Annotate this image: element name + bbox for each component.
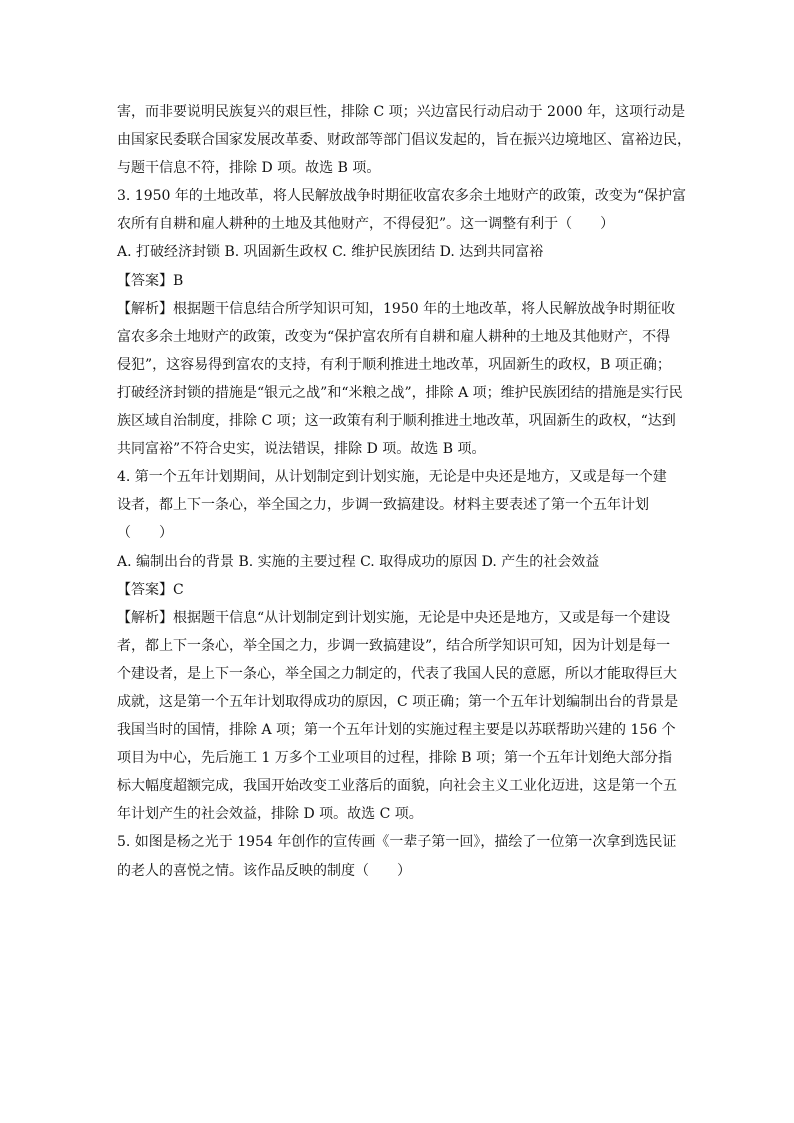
analysis-text: 项目为中心，先后施工 1 万多个工业项目的过程，排除 B 项；第一个五年计划绝大部分指 <box>117 750 672 767</box>
question-3-options: A. 打破经济封锁 B. 巩固新生政权 C. 维护民族团结 D. 达到共同富裕 <box>117 244 544 261</box>
analysis-text: 共同富裕”不符合史实，说法错误，排除 D 项。故选 B 项。 <box>117 441 486 458</box>
analysis-text: 【解析】根据题干信息结合所学知识可知，1950 年的土地改革，将人民解放战争时期征收 <box>117 300 676 317</box>
analysis-text: 年计划产生的社会效益，排除 D 项。故选 C 项。 <box>117 806 423 823</box>
analysis-text: 者，都上下一条心，举全国之力，步调一致搞建设”，结合所学知识可知，因为计划是每一 <box>117 637 671 654</box>
question-4-options: A. 编制出台的背景 B. 实施的主要过程 C. 取得成功的原因 D. 产生的社会效益 <box>117 553 600 570</box>
analysis-text: 富农多余土地财产的政策，改变为“保护富农所有自耕和雇人耕种的土地及其他财产，不得 <box>117 328 671 345</box>
question-3-stem: 农所有自耕和雇人耕种的土地及其他财产，不得侵犯”。这一调整有利于（ ） <box>117 216 615 233</box>
analysis-text: 标大幅度超额完成，我国开始改变工业落后的面貌，向社会主义工业化迈进，这是第一个五 <box>117 778 677 795</box>
answer-label: 【答案】B <box>117 272 184 289</box>
question-5-stem: 的老人的喜悦之情。该作品反映的制度（ ） <box>117 862 411 879</box>
text-line: 与题干信息不符，排除 D 项。故选 B 项。 <box>117 160 381 177</box>
analysis-text: 成就，这是第一个五年计划取得成功的原因，C 项正确；第一个五年计划编制出台的背景是 <box>117 693 679 710</box>
analysis-text: 侵犯”，这容易得到富农的支持，有利于顺利推进土地改革，巩固新生的政权，B 项正确； <box>117 356 671 373</box>
analysis-text: 打破经济封锁的措施是“银元之战”和“米粮之战”，排除 A 项；维护民族团结的措施是实行民 <box>117 384 683 401</box>
analysis-text: 族区域自治制度，排除 C 项；这一政策有利于顺利推进土地改革，巩固新生的政权，“达到 <box>117 413 676 430</box>
text-line: 由国家民委联合国家发展改革委、财政部等部门倡议发起的，旨在振兴边境地区、富裕边民， <box>117 132 691 149</box>
question-3-stem: 3. 1950 年的土地改革，将人民解放战争时期征收富农多余土地财产的政策，改变为“保护富 <box>117 188 687 205</box>
text-line: 害，而非要说明民族复兴的艰巨性，排除 C 项；兴边富民行动启动于 2000 年，这项行动是 <box>117 104 686 120</box>
analysis-text: 我国当时的国情，排除 A 项；第一个五年计划的实施过程主要是以苏联帮助兴建的 156 个 <box>117 722 676 739</box>
question-4-stem: 设者，都上下一条心，举全国之力，步调一致搞建设。材料主要表述了第一个五年计划 <box>117 497 649 514</box>
analysis-text: 【解析】根据题干信息“从计划制定到计划实施，无论是中央还是地方，又或是每一个建设 <box>117 609 671 626</box>
analysis-text: 个建设者，是上下一条心，举全国之力制定的，代表了我国人民的意愿，所以才能取得巨大 <box>117 665 677 682</box>
question-4-stem: 4. 第一个五年计划期间，从计划制定到计划实施，无论是中央还是地方，又或是每一个建 <box>117 469 667 486</box>
question-4-stem: （ ） <box>117 525 173 542</box>
document-page <box>117 98 695 885</box>
answer-label: 【答案】C <box>117 581 184 598</box>
question-5-stem: 5. 如图是杨之光于 1954 年创作的宣传画《一辈子第一回》，描绘了一位第一次拿到选民证 <box>117 834 677 851</box>
